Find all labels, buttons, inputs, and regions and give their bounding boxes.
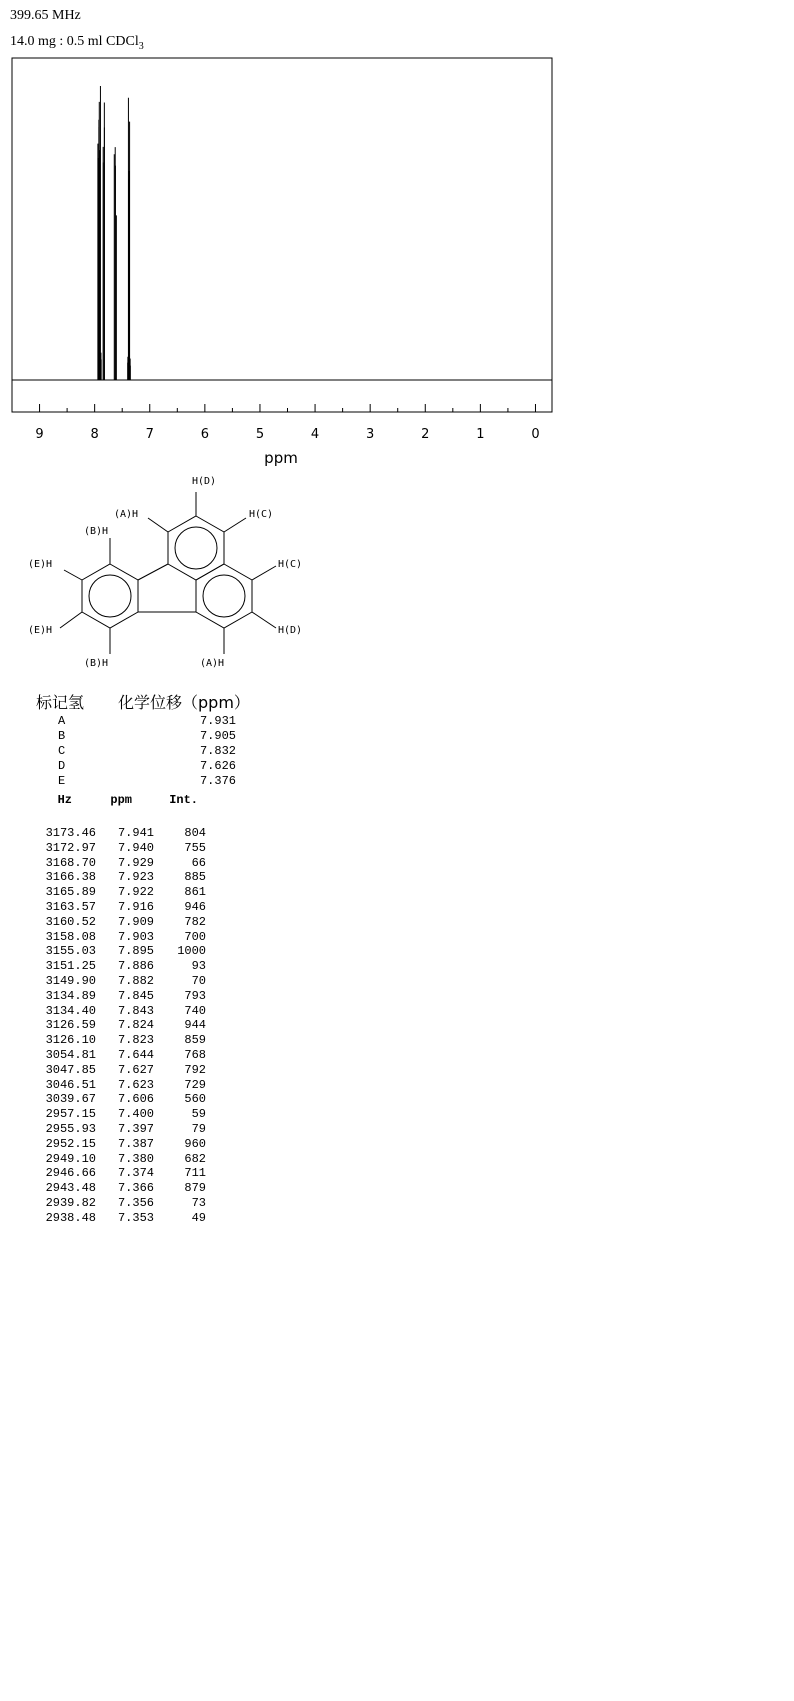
peak-hz: 3134.89	[45, 988, 96, 1003]
peak-int: 793	[184, 988, 206, 1003]
peak-hz: 3126.59	[45, 1018, 96, 1033]
label-h-d-top: H(D)	[192, 476, 217, 487]
peak-ppm: 7.644	[117, 1047, 154, 1062]
peak-int: 59	[191, 1107, 206, 1122]
peak-int: 804	[184, 826, 206, 840]
peak-int: 861	[184, 885, 206, 900]
assignment-table	[36, 692, 250, 789]
peak-ppm: 7.356	[117, 1195, 154, 1210]
table-row	[36, 1063, 206, 1078]
assignment-row	[36, 714, 250, 729]
peak-ppm: 7.366	[117, 1181, 154, 1196]
top-ring-circle	[175, 527, 217, 569]
table-row	[36, 900, 206, 915]
x-axis-label: ppm	[264, 449, 298, 467]
peak-int: 700	[184, 929, 206, 944]
peak-ppm: 7.627	[117, 1062, 154, 1077]
table-row	[36, 1107, 206, 1122]
assignment-shift: 7.905	[199, 729, 236, 743]
x-tick-label: 7	[145, 427, 154, 442]
table-row	[36, 1004, 206, 1019]
table-row	[36, 1152, 206, 1167]
x-tick-label: 4	[310, 427, 320, 442]
peak-hz: 3166.38	[45, 870, 96, 885]
peak-hz: 2946.66	[45, 1166, 96, 1181]
molecule-structure	[20, 470, 320, 680]
peak-ppm: 7.909	[117, 914, 154, 929]
table-row	[36, 856, 206, 871]
peak-int: 79	[191, 1121, 206, 1136]
peak-ppm: 7.824	[117, 1018, 154, 1033]
table-row	[36, 1166, 206, 1181]
peak-hz: 2952.15	[45, 1136, 96, 1151]
label-h-c-right: H(C)	[278, 559, 303, 570]
peak-table	[36, 826, 206, 1226]
peak-int: 70	[191, 973, 206, 988]
label-a-h-bottom: (A)H	[200, 658, 225, 669]
peak-hz: 3039.67	[45, 1092, 96, 1107]
top-ring	[168, 516, 224, 580]
peak-int: 711	[184, 1166, 206, 1181]
peak-hz: 2939.82	[45, 1195, 96, 1210]
peak-hz: 2949.10	[45, 1151, 96, 1166]
peak-int: 944	[184, 1018, 206, 1033]
assignment-shift: 7.931	[199, 714, 236, 728]
right-ring-circle	[203, 575, 245, 617]
peak-ppm: 7.845	[117, 988, 154, 1003]
frequency-label: 399.65 MHz	[10, 8, 81, 23]
label-b-h-top: (B)H	[84, 526, 109, 537]
assignment-row	[36, 729, 250, 744]
assignment-label: D	[58, 759, 66, 773]
peak-table-header	[36, 793, 198, 807]
table-row	[36, 1048, 206, 1063]
assignment-label: E	[58, 774, 66, 788]
assignment-shift: 7.626	[199, 759, 236, 773]
plot-frame	[12, 58, 552, 412]
peak-int: 740	[184, 1003, 206, 1018]
right-ring	[196, 564, 252, 628]
assignment-label: C	[58, 744, 66, 758]
table-row	[36, 1211, 206, 1226]
peak-hz: 3134.40	[45, 1003, 96, 1018]
peak-hz: 3160.52	[45, 914, 96, 929]
assignment-header	[36, 692, 250, 714]
peak-int: 1000	[177, 944, 206, 959]
spectrum-trace	[12, 86, 552, 380]
table-row	[36, 826, 206, 841]
table-row	[36, 959, 206, 974]
peak-header-ppm: ppm	[110, 793, 132, 807]
peak-int: 792	[184, 1062, 206, 1077]
peak-header-int: Int.	[169, 793, 198, 807]
table-row	[36, 1196, 206, 1211]
table-row	[36, 974, 206, 989]
peak-int: 729	[184, 1077, 206, 1092]
label-h-c-top: H(C)	[249, 509, 274, 520]
peak-ppm: 7.940	[117, 840, 154, 855]
table-row	[36, 870, 206, 885]
nmr-spectrum-chart	[0, 50, 560, 470]
label-h-d-right: H(D)	[278, 625, 303, 636]
peak-int: 879	[184, 1181, 206, 1196]
peak-ppm: 7.886	[117, 959, 154, 974]
peak-hz: 2943.48	[45, 1181, 96, 1196]
peak-hz: 3054.81	[45, 1047, 96, 1062]
peak-ppm: 7.397	[117, 1121, 154, 1136]
table-row	[36, 915, 206, 930]
peak-ppm: 7.916	[117, 899, 154, 914]
table-row	[36, 930, 206, 945]
label-e-h-top: (E)H	[28, 559, 53, 570]
peak-ppm: 7.387	[117, 1136, 154, 1151]
peak-int: 93	[191, 959, 206, 974]
peak-hz: 3047.85	[45, 1062, 96, 1077]
peak-int: 66	[191, 855, 206, 870]
peak-hz: 3173.46	[45, 826, 96, 840]
x-tick-label: 0	[531, 427, 540, 442]
table-row	[36, 1137, 206, 1152]
sample-text: 14.0 mg : 0.5 ml CDCl	[10, 34, 139, 49]
peak-int: 682	[184, 1151, 206, 1166]
peak-ppm: 7.923	[117, 870, 154, 885]
table-row	[36, 1033, 206, 1048]
assignment-header-label: 标记氢	[36, 693, 85, 712]
x-axis-ticks	[12, 404, 540, 442]
assignment-row	[36, 774, 250, 789]
label-a-h-top: (A)H	[114, 509, 139, 520]
peak-hz: 3168.70	[45, 855, 96, 870]
assignment-header-shift: 化学位移（ppm）	[118, 693, 250, 712]
peak-int: 768	[184, 1047, 206, 1062]
peak-ppm: 7.922	[117, 885, 154, 900]
x-tick-label: 8	[90, 427, 99, 442]
peak-hz: 3155.03	[45, 944, 96, 959]
peak-int: 755	[184, 840, 206, 855]
table-row	[36, 1092, 206, 1107]
label-b-h-bottom: (B)H	[84, 658, 109, 669]
peak-hz: 3163.57	[45, 899, 96, 914]
sample-subscript: 3	[138, 40, 144, 52]
x-tick-label: 3	[366, 427, 375, 442]
assignment-label: A	[58, 714, 66, 728]
peak-hz: 3149.90	[45, 973, 96, 988]
table-row	[36, 885, 206, 900]
peak-ppm: 7.623	[117, 1077, 154, 1092]
peak-ppm: 7.843	[117, 1003, 154, 1018]
table-row	[36, 989, 206, 1004]
peak-ppm: 7.903	[117, 929, 154, 944]
peak-hz: 3172.97	[45, 840, 96, 855]
peak-ppm: 7.929	[117, 855, 154, 870]
peak-ppm: 7.374	[117, 1166, 154, 1181]
table-row	[36, 1181, 206, 1196]
assignment-shift: 7.832	[199, 744, 236, 758]
table-row	[36, 1122, 206, 1137]
label-e-h-bottom: (E)H	[28, 625, 53, 636]
peak-hz: 3046.51	[45, 1077, 96, 1092]
peak-hz: 2957.15	[45, 1107, 96, 1122]
left-ring	[82, 564, 138, 628]
x-tick-label: 1	[476, 427, 485, 442]
peak-hz: 2955.93	[45, 1121, 96, 1136]
peak-ppm: 7.606	[117, 1092, 154, 1107]
peak-header-hz: Hz	[57, 793, 72, 807]
peak-ppm: 7.941	[117, 826, 154, 840]
x-tick-label: 2	[421, 427, 430, 442]
peak-ppm: 7.380	[117, 1151, 154, 1166]
peak-int: 73	[191, 1195, 206, 1210]
peak-int: 859	[184, 1033, 206, 1048]
x-tick-label: 9	[35, 427, 44, 442]
peak-int: 885	[184, 870, 206, 885]
assignment-row	[36, 759, 250, 774]
peak-int: 782	[184, 914, 206, 929]
x-tick-label: 6	[200, 427, 209, 442]
peak-hz: 2938.48	[45, 1210, 96, 1225]
peak-ppm: 7.882	[117, 973, 154, 988]
assignment-row	[36, 744, 250, 759]
assignment-rows	[36, 714, 250, 789]
x-tick-label: 5	[255, 427, 265, 442]
table-row	[36, 841, 206, 856]
peak-int: 49	[191, 1210, 206, 1225]
peak-ppm: 7.895	[117, 944, 154, 959]
peak-int: 960	[184, 1136, 206, 1151]
peak-int: 560	[184, 1092, 206, 1107]
left-ring-circle	[89, 575, 131, 617]
table-row	[36, 1078, 206, 1093]
peak-hz: 3165.89	[45, 885, 96, 900]
peak-ppm: 7.353	[117, 1210, 154, 1225]
peak-ppm: 7.400	[117, 1107, 154, 1122]
peak-ppm: 7.823	[117, 1033, 154, 1048]
peak-hz: 3126.10	[45, 1033, 96, 1048]
assignment-shift: 7.376	[199, 774, 236, 788]
peak-hz: 3151.25	[45, 959, 96, 974]
assignment-label: B	[58, 729, 66, 743]
table-row	[36, 944, 206, 959]
peak-int: 946	[184, 899, 206, 914]
table-row	[36, 1018, 206, 1033]
peak-hz: 3158.08	[45, 929, 96, 944]
